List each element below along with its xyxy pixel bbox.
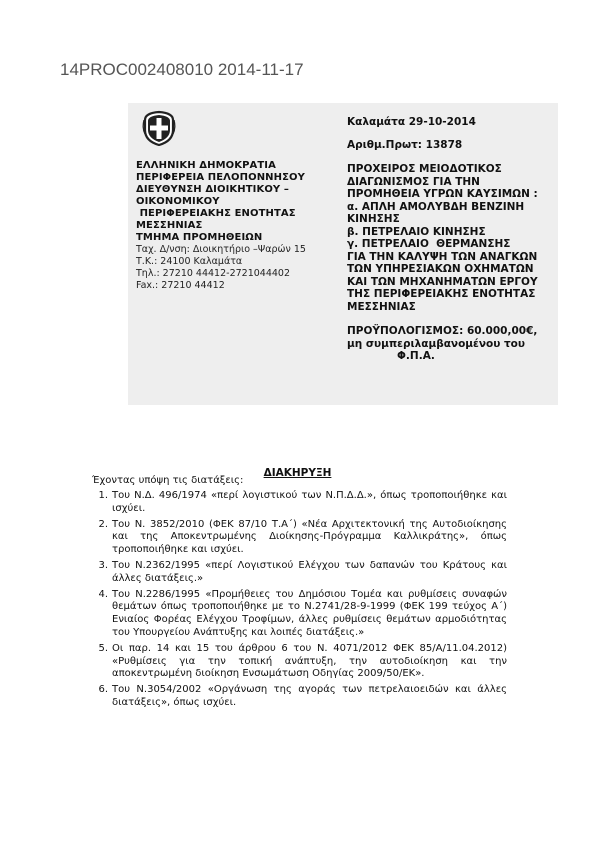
list-item <box>98 490 507 516</box>
list-item-number: 3. <box>98 559 108 571</box>
list-item-text: Του Ν.2286/1995 «Προμήθειες του Δημόσιου Τομέα και ρυθμίσεις συναφών θεμάτων όπως τροποποιήθηκε με το Ν.2741/28-9-1999 (ΦΕΚ 199 τεύχος Α΄) Ενιαίος Φορέας Ελέγχου Τροφίμων, άλλες ρυθμίσεις θεμάτων αρμοδιότητας του Υπουργείου Ανάπτυξης και λοιπές διατάξεις.» <box>112 588 507 638</box>
subject-line: γ. ΠΕΤΡΕΛΑΙΟ ΘΕΡΜΑΝΣΗΣ <box>347 238 511 250</box>
list-item-text: Του Ν.3054/2002 «Οργάνωση της αγοράς των πετρελαιοειδών και άλλες διατάξεις», όπως ισχύει. <box>112 684 507 708</box>
protocol-number: Αριθμ.Πρωτ: 13878 <box>347 138 463 151</box>
list-item-number: 4. <box>98 588 108 600</box>
document-info-block <box>347 116 555 363</box>
subject-line: α. ΑΠΛΗ ΑΜΟΛΥΒΔΗ ΒΕΝΖΙΝΗ <box>347 200 525 213</box>
list-item <box>98 559 507 586</box>
list-item-number: 1. <box>98 490 108 501</box>
subject-block <box>347 163 555 313</box>
subject-line: ΚΑΙ ΤΩΝ ΜΗΧΑΝΗΜΑΤΩΝ ΕΡΓΟΥ <box>347 275 538 288</box>
subject-line: ΔΙΑΓΩΝΙΣΜΟΣ ΓΙΑ ΤΗΝ <box>347 175 480 188</box>
budget-line: μη συμπεριλαμβανομένου του <box>347 337 525 350</box>
list-item <box>98 588 507 640</box>
subject-line: ΤΗΣ ΠΕΡΙΦΕΡΕΙΑΚΗΣ ΕΝΟΤΗΤΑΣ <box>347 288 536 300</box>
subject-line: ΠΡΟΜΗΘΕΙΑ ΥΓΡΩΝ ΚΑΥΣΙΜΩΝ : <box>347 188 538 200</box>
authority-line: ΔΙΕΥΘΥΝΣΗ ΔΙΟΙΚΗΤΙΚΟΥ – <box>136 184 289 195</box>
address-line: Ταχ. Δ/νση: Διοικητήριο –Ψαρών 15 <box>136 244 306 255</box>
address-line: Τ.Κ.: 24100 Καλαμάτα <box>136 256 243 267</box>
authority-line: ΜΕΣΣΗΝΙΑΣ <box>136 220 203 231</box>
intro-text: Έχοντας υπόψη τις διατάξεις: <box>92 475 244 486</box>
document-title: ΔΙΑΚΗΡΥΞΗ <box>263 467 332 479</box>
authority-line: ΤΜΗΜΑ ΠΡΟΜΗΘΕΙΩΝ <box>136 232 263 243</box>
subject-line: ΜΕΣΣΗΝΙΑΣ <box>347 300 416 313</box>
list-item-text: Του Ν. 3852/2010 (ΦΕΚ 87/10 Τ.Α΄) «Νέα Αρχιτεκτονική της Αυτοδιοίκησης και της Αποκεντρωμένης Διοίκησης-Πρόγραμμα Καλλικράτης», όπως τροποποιήθηκε και ισχύει. <box>112 518 507 556</box>
address-line: Τηλ.: 27210 44412-2721044402 <box>136 268 291 279</box>
document-date: Καλαμάτα 29-10-2014 <box>347 116 476 128</box>
authority-block <box>136 160 346 292</box>
subject-line: ΤΩΝ ΥΠΗΡΕΣΙΑΚΩΝ ΟΧΗΜΑΤΩΝ <box>347 263 534 275</box>
list-item <box>98 518 507 557</box>
subject-line: ΠΡΟΧΕΙΡΟΣ ΜΕΙΟΔΟΤΙΚΟΣ <box>347 163 502 175</box>
subject-line: β. ΠΕΤΡΕΛΑΙΟ ΚΙΝΗΣΗΣ <box>347 225 486 238</box>
list-item-text: Οι παρ. 14 και 15 του άρθρου 6 του Ν. 4071/2012 ΦΕΚ 85/Α/11.04.2012) «Ρυθμίσεις για την τοπική ανάπτυξη, την αυτοδιοίκηση και την αποκεντρωμένη διοίκηση Ενσωμάτωση Οδηγίας 2009/50/ΕΚ». <box>112 642 507 680</box>
authority-line: ΟΙΚΟΝΟΜΙΚΟΥ <box>136 196 220 207</box>
subject-line: ΚΙΝΗΣΗΣ <box>347 213 400 225</box>
list-item-number: 6. <box>98 684 108 696</box>
document-title-wrap <box>0 461 595 480</box>
address-line: Fax.: 27210 44412 <box>136 280 225 291</box>
authority-line: ΠΕΡΙΦΕΡΕΙΑ ΠΕΛΟΠΟΝΝΗΣΟΥ <box>136 172 305 183</box>
list-item-text: Του Ν.2362/1995 «περί Λογιστικού Ελέγχου των δαπανών του Κράτους και άλλες διατάξεις.» <box>112 559 507 584</box>
list-item <box>98 684 507 710</box>
list-item-number: 2. <box>98 518 108 530</box>
greek-emblem-icon <box>142 110 176 146</box>
document-id: 14PROC002408010 2014-11-17 <box>60 60 304 79</box>
budget-line: ΠΡΟΫΠΟΛΟΓΙΣΜΟΣ: 60.000,00€, <box>347 325 538 337</box>
list-item <box>98 642 507 681</box>
budget-line: Φ.Π.Α. <box>397 350 435 362</box>
provisions-list <box>98 490 507 713</box>
budget-block <box>347 325 555 363</box>
subject-line: ΓΙΑ ΤΗΝ ΚΑΛΥΨΗ ΤΩΝ ΑΝΑΓΚΩΝ <box>347 250 538 263</box>
authority-line: ΕΛΛΗΝΙΚΗ ΔΗΜΟΚΡΑΤΙΑ <box>136 160 276 171</box>
list-item-text: Του Ν.Δ. 496/1974 «περί λογιστικού των Ν.Π.Δ.Δ.», όπως τροποποιήθηκε και ισχύει. <box>112 490 507 514</box>
authority-line: ΠΕΡΙΦΕΡΕΙΑΚΗΣ ΕΝΟΤΗΤΑΣ <box>136 208 296 219</box>
list-item-number: 5. <box>98 642 108 654</box>
